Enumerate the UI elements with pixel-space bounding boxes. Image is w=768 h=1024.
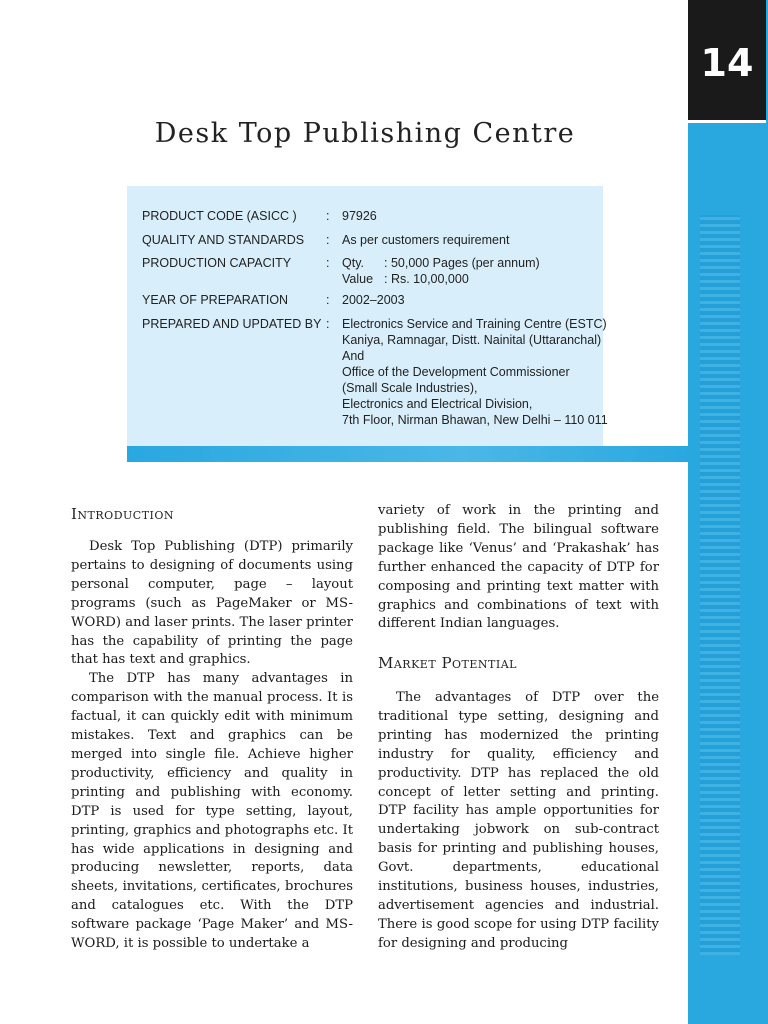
info-colon: : (326, 317, 330, 331)
qty-label: Qty. (342, 256, 364, 270)
info-box-accent-bar (127, 446, 688, 462)
info-value: 97926 (342, 209, 377, 223)
right-column (378, 502, 659, 634)
page-title: Desk Top Publishing Centre (154, 118, 576, 149)
market-paragraph-1: The advantages of DTP over the traditional type setting, designing and printing has modernized the printing industry for quality, efficiency and productivity. DTP has replaced the old concept of letter setting and printing. DTP facility has ample opportunities for undertaking jobwork on sub-contract basis for printing and publishing houses, Govt. departments, educational institutions, business houses, industries, advertisement agencies and industrial. There is good scope for using DTP facility for designing and producing (378, 690, 659, 951)
info-colon: : (326, 209, 330, 223)
capacity-qty-line (342, 255, 612, 271)
info-value: 2002–2003 (342, 293, 405, 307)
info-label: PREPARED AND UPDATED BY (142, 317, 322, 331)
prepared-line: Kaniya, Ramnagar, Distt. Nainital (Uttaranchal) (342, 333, 602, 347)
info-label: YEAR OF PREPARATION (142, 293, 289, 307)
prepared-line: Electronics Service and Training Centre (ESTC) (342, 317, 607, 331)
info-value (342, 316, 612, 428)
prepared-line: And (342, 349, 365, 363)
market-potential-heading: Market Potential (378, 654, 517, 672)
value-label: Value (342, 272, 374, 286)
value-value: : Rs. 10,00,000 (384, 272, 469, 286)
info-label: PRODUCTION CAPACITY (142, 256, 292, 270)
info-colon: : (326, 293, 330, 307)
prepared-line: Electronics and Electrical Division, (342, 397, 533, 411)
info-colon: : (326, 256, 330, 270)
intro-paragraph-2-continued: variety of work in the printing and publishing field. The bilingual software package like ‘Venus’ and ‘Prakashak’ has further enhanced the capacity of DTP for composing and printing text matter with graphics and combinations of text with different Indian languages. (378, 503, 659, 632)
chapter-number-box (688, 0, 766, 123)
prepared-line: (Small Scale Industries), (342, 381, 478, 395)
market-column (378, 689, 659, 954)
chapter-number: 14 (700, 41, 754, 85)
intro-paragraph-2: The DTP has many advantages in comparison with the manual process. It is factual, it can quickly edit with minimum mistakes. Text and graphics can be merged into single file. Achieve higher productivity, efficiency and quality in printing and publishing with economy. DTP is used for type setting, layout, printing, graphics and photographs etc. It has wide applications in designing and producing newsletter, reports, data sheets, invitations, certificates, brochures and catalogues etc. With the DTP software package ‘Page Maker’ and MS-WORD, it is possible to undertake a (71, 671, 353, 952)
intro-paragraph-1: Desk Top Publishing (DTP) primarily pertains to designing of documents using personal computer, page – layout programs (such as PageMaker or MS-WORD) and laser prints. The laser printer has the capability of printing the page that has text and graphics. (71, 539, 353, 668)
qty-value: : 50,000 Pages (per annum) (384, 256, 540, 270)
capacity-value-line (342, 271, 612, 287)
left-column (71, 538, 353, 954)
info-label: QUALITY AND STANDARDS (142, 233, 305, 247)
info-colon: : (326, 233, 330, 247)
prepared-line: Office of the Development Commissioner (342, 365, 570, 379)
prepared-line: 7th Floor, Nirman Bhawan, New Delhi – 110 011 (342, 413, 608, 427)
side-band-pattern (700, 215, 740, 955)
introduction-heading: Introduction (71, 505, 175, 523)
info-value: As per customers requirement (342, 233, 510, 247)
info-label: PRODUCT CODE (ASICC ) (142, 209, 297, 223)
info-value (342, 255, 612, 287)
